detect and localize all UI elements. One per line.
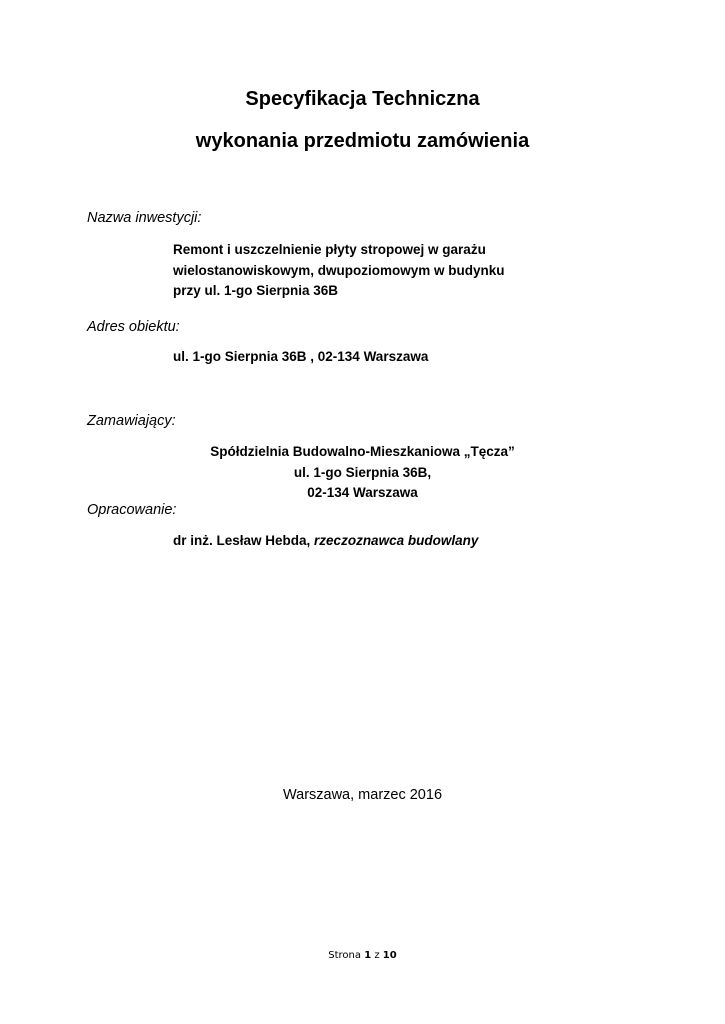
document-title: Specyfikacja Techniczna [245,88,480,110]
client-city: 02-134 Warszawa [307,485,418,500]
document-subtitle: wykonania przedmiotu zamówienia [195,130,530,152]
client-label: Zamawiający: [87,413,176,429]
page-total: 10 [382,950,397,961]
author-block [173,531,478,552]
investment-line-1: Remont i uszczelnienie płyty stropowej w garażu [173,242,486,257]
author-line [173,531,478,552]
investment-name [173,240,505,302]
page-of: z [374,950,380,961]
page-current: 1 [364,950,372,961]
place-date: Warszawa, marzec 2016 [282,787,443,803]
address-line: ul. 1-go Sierpnia 36B , 02-134 Warszawa [173,349,429,364]
investment-line-2: wielostanowiskowym, dwupoziomowym w budynku [173,262,505,278]
client-block [0,442,725,504]
address-value [173,347,428,368]
client-name: Spółdzielnia Budowalno-Mieszkaniowa „Tęcza” [210,444,515,459]
author-role: rzeczoznawca budowlany [314,533,479,548]
page-number [0,949,725,963]
client-street: ul. 1-go Sierpnia 36B, [293,464,432,480]
investment-line-3: przy ul. 1-go Sierpnia 36B [173,283,339,298]
page-prefix: Strona [328,950,362,961]
author-label: Opracowanie: [87,502,177,518]
author-name: dr inż. Lesław Hebda, [173,533,311,548]
address-label: Adres obiektu: [87,319,180,335]
investment-label: Nazwa inwestycji: [87,210,202,226]
